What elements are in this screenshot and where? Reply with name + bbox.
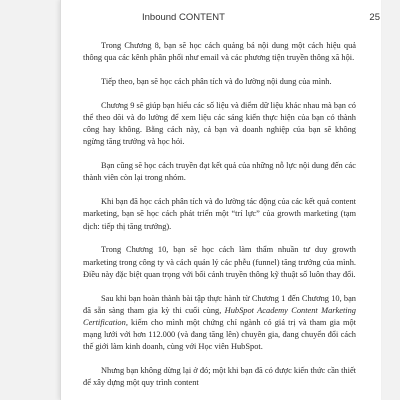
paragraph: Trong Chương 10, bạn sẽ học cách làm thẩm nhuần tư duy growth marketing trong công ty và cách quản lý các phễu (funnel) tăng trưởng của mình. Điều này đặc biệt quan trọng với bối cảnh truyền thông kỹ thuật số luôn thay đổi. — [83, 245, 356, 279]
certification-name: HubSpot Academy Content Marketing Certification — [83, 305, 356, 328]
paragraph: Trong Chương 8, bạn sẽ học cách quảng bá nội dung một cách hiệu quả thông qua các kênh phân phối như email và các phương tiện truyền thông xã hội. — [83, 41, 356, 63]
paragraph: Bạn cũng sẽ học cách truyền đạt kết quả của những nỗ lực nội dung đến các thành viên còn lại trong nhóm. — [83, 161, 356, 183]
page-body — [83, 40, 356, 390]
paragraph: Khi bạn đã học cách phân tích và đo lường tác động của các kết quả content marketing, bạn sẽ học cách phát triển một “trí lực” của growth marketing (tạm dịch: tiếp thị tăng trưởng). — [83, 197, 356, 231]
paragraph-text: Sau khi bạn hoàn thành bài tập thực hành từ Chương 1 đến Chương 10, bạn đã sẵn sàng tham gia kỳ thi cuối cùng, — [83, 293, 356, 315]
paragraph: Chương 9 sẽ giúp bạn hiểu các số liệu và điểm dữ liệu khác nhau mà bạn có thể theo dõi và đo lường để xem liệu các sáng kiến thực hiện của bạn có thành công hay không. Bằng cách này, cả bạn và doanh nghiệp của bạn sẽ không ngừng tăng trưởng và học hỏi. — [83, 100, 356, 147]
paragraph-text: , kiếm cho mình một chứng chỉ ngành có giá trị và tham gia một mạng lưới với hơn 112.000 (và đang tăng lên) chuyên gia, đang chuyển đổi cách thế giới làm kinh doanh, cùng với Học viên HubSpot. — [83, 318, 356, 352]
paragraph-certification — [83, 293, 356, 354]
paragraph: Tiếp theo, bạn sẽ học cách phân tích và đo lường nội dung của mình. — [101, 77, 332, 86]
page-number: 25 — [369, 12, 380, 23]
running-title: Inbound CONTENT — [142, 12, 225, 23]
running-header — [83, 12, 380, 26]
paragraph: Nhưng bạn không dừng lại ở đó; một khi bạn đã có được kiến thức cần thiết để xây dựng một quy trình content — [83, 366, 356, 388]
